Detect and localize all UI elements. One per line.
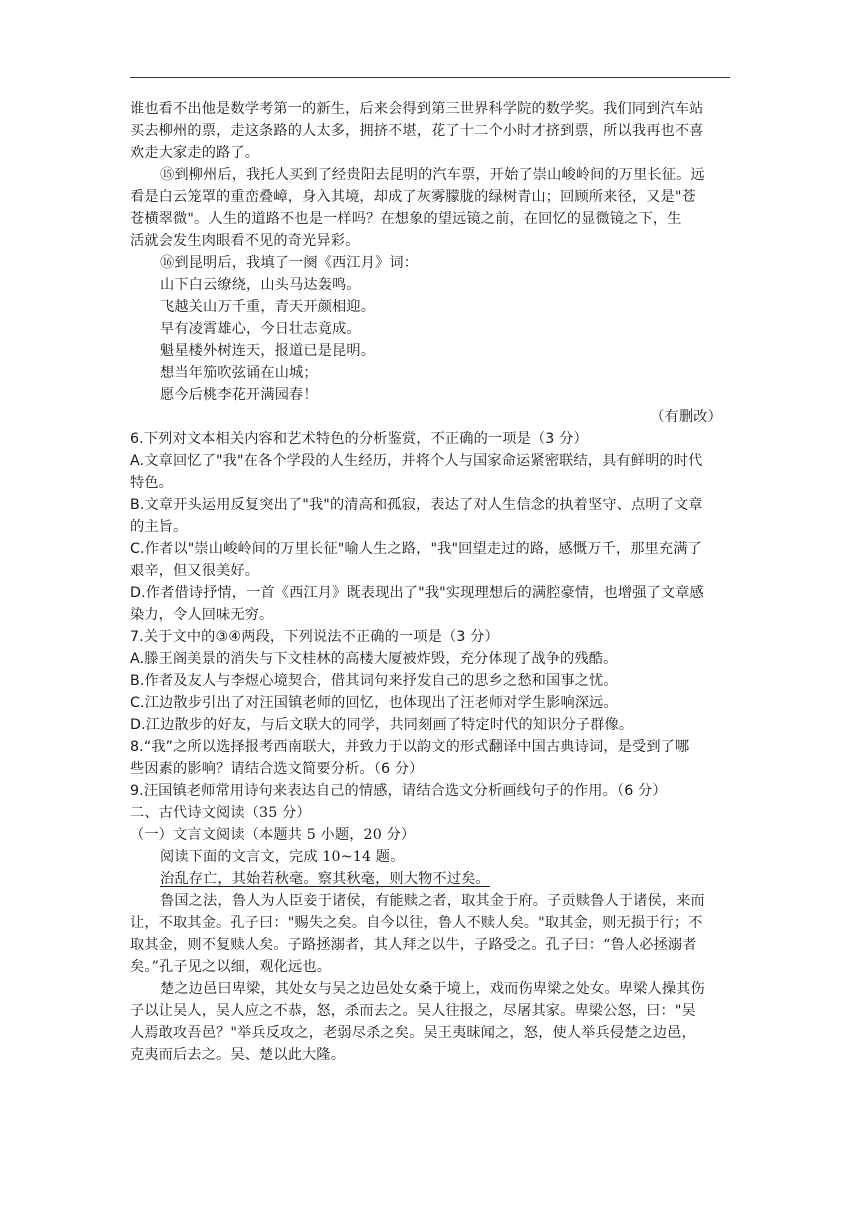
question-stem: 8.“我”之所以选择报考西南联大，并致力于以韵文的形式翻译中国古典诗词，是受到了哪 bbox=[130, 739, 690, 755]
reading-instruction: 阅读下面的文言文，完成 10~14 题。 bbox=[160, 849, 405, 865]
text-line: 取其金，则不复赎人矣。子路拯溺者，其人拜之以牛，子路受之。孔子曰：“鲁人必拯溺者 bbox=[130, 937, 697, 953]
text-line: 楚之边邑曰卑梁，其处女与吴之边邑处女桑于境上，戏而伤卑梁之处女。卑梁人操其伤 bbox=[160, 981, 705, 997]
header-rule bbox=[130, 77, 730, 78]
underlined-text: 治乱存亡，其始若秋毫。察其秋毫，则大物不过矣。 bbox=[160, 871, 490, 887]
emphasis-dot-char: 报 bbox=[460, 1000, 474, 1022]
poem-xijiangyue bbox=[130, 274, 730, 406]
question-stem: 6.下列对文本相关内容和艺术特色的分析鉴赏，不正确的一项是（3 分） bbox=[130, 431, 588, 447]
question-stem: 7.关于文中的③④两段，下列说法不正确的一项是（3 分） bbox=[130, 629, 499, 645]
text-line: 活就会发生肉眼看不见的奇光异彩。 bbox=[130, 233, 360, 249]
text-line: 苍横翠微"。人生的道路不也是一样吗？在想象的望远镜之前，在回忆的显微镜之下，生 bbox=[130, 211, 682, 227]
text-span: 之，尽屠其家。卑梁公怒，曰："吴 bbox=[474, 1003, 696, 1019]
option-b-cont: 的主旨。 bbox=[130, 519, 188, 535]
poem-line: 山下白云缭绕，山头马达轰鸣。 bbox=[160, 277, 361, 293]
option-a: A.滕王阁美景的消失与下文桂林的高楼大厦被炸毁，充分体现了战争的残酷。 bbox=[130, 651, 618, 667]
text-line: 人焉敢攻吾邑？"举兵反攻之，老弱尽杀之矣。吴王夷昧闻之，怒，使人举兵侵楚之边邑， bbox=[130, 1025, 696, 1041]
exam-page-body bbox=[130, 98, 730, 1066]
option-d: D.作者借诗抒情，一首《西江月》既表现出了"我"实现理想后的满腔豪情，也增强了文章感 bbox=[130, 585, 704, 601]
option-d: D.江边散步的好友，与后文联大的同学，共同刻画了特定时代的知识分子群像。 bbox=[130, 717, 634, 733]
text-line: ⑮到柳州后，我托人买到了经贵阳去昆明的汽车票，开始了崇山峻岭间的万里长征。远 bbox=[160, 167, 705, 183]
paragraph-15 bbox=[130, 164, 730, 252]
text-line: 谁也看不出他是数学考第一的新生，后来会得到第三世界科学院的数学奖。我们同到汽车站 bbox=[130, 101, 704, 117]
poem-line: 魁星楼外树连天，报道已是昆明。 bbox=[160, 343, 376, 359]
poem-line: 早有凌霄雄心，今日壮志竟成。 bbox=[160, 321, 361, 337]
question-stem-cont: 些因素的影响？请结合选文简要分析。（6 分） bbox=[130, 761, 424, 777]
text-line bbox=[130, 912, 730, 934]
option-a-cont: 特色。 bbox=[130, 475, 174, 491]
question-8 bbox=[130, 736, 730, 780]
question-7 bbox=[130, 626, 730, 736]
option-b: B.作者及友人与李煜心境契合，借其词句来抒发自己的思乡之愁和国事之忧。 bbox=[130, 673, 618, 689]
underlined-passage-line bbox=[130, 868, 730, 890]
question-9: 9.汪国镇老师常用诗句来表达自己的情感，请结合选文分析画线句子的作用。（6 分） bbox=[130, 783, 667, 799]
subsection-1-title: （一）文言文阅读（本题共 5 小题，20 分） bbox=[130, 827, 416, 843]
text-line: 克夷而后去之。吴、楚以此大隆。 bbox=[130, 1047, 346, 1063]
text-line bbox=[130, 1000, 730, 1022]
text-span: 子以让吴人，吴人应之不恭，怒，杀而去之。吴人往 bbox=[130, 1003, 460, 1019]
option-b: B.文章开头运用反复突出了"我"的清高和孤寂，表达了对人生信念的执着坚守、点明了文章 bbox=[130, 497, 703, 513]
text-line: 鲁国之法，鲁人为人臣妾于诸侯，有能赎之者，取其金于府。子贡赎鲁人于诸侯，来而 bbox=[160, 893, 705, 909]
text-line: 欢走大家走的路了。 bbox=[130, 145, 260, 161]
poem-line: 飞越关山万千重，青天开颜相迎。 bbox=[160, 299, 376, 315]
text-line: 矣。”孔子见之以细，观化远也。 bbox=[130, 959, 332, 975]
section-2-title: 二、古代诗文阅读（35 分） bbox=[130, 805, 311, 821]
passage-continuation bbox=[130, 98, 730, 164]
text-line: 看是白云笼罩的重峦叠嶂，身入其境，却成了灰雾朦胧的绿树青山；回顾所来径，又是"苍 bbox=[130, 189, 696, 205]
poem-line: 想当年笳吹弦诵在山城； bbox=[160, 365, 318, 381]
poem-line: 愿今后桃李花开满园春！ bbox=[160, 387, 318, 403]
question-6 bbox=[130, 428, 730, 626]
emphasis-dot-char: 让 bbox=[130, 912, 144, 934]
option-c: C.作者以"崇山峻岭间的万里长征"喻人生之路，"我"回望走过的路，感慨万千，那里充满了 bbox=[130, 541, 702, 557]
option-c: C.江边散步引出了对汪国镇老师的回忆，也体现出了汪老师对学生影响深远。 bbox=[130, 695, 618, 711]
classical-paragraph-1 bbox=[130, 890, 730, 978]
classical-paragraph-2 bbox=[130, 978, 730, 1066]
text-line: 买去柳州的票，走这条路的人太多，拥挤不堪，花了十二个小时才挤到票，所以我再也不喜 bbox=[130, 123, 704, 139]
option-a: A.文章回忆了"我"在各个学段的人生经历，并将个人与国家命运紧密联结，具有鲜明的时代 bbox=[130, 453, 703, 469]
option-d-cont: 染力，令人回味无穷。 bbox=[130, 607, 274, 623]
source-note: （有删改） bbox=[650, 409, 722, 425]
option-c-cont: 艰辛，但又很美好。 bbox=[130, 563, 260, 579]
paragraph-16-intro: ⑯到昆明后，我填了一阕《西江月》词： bbox=[160, 255, 419, 271]
text-span: ，不取其金。孔子曰："赐失之矣。自今以往，鲁人不赎人矣。"取其金，则无损于行；不 bbox=[144, 915, 703, 931]
